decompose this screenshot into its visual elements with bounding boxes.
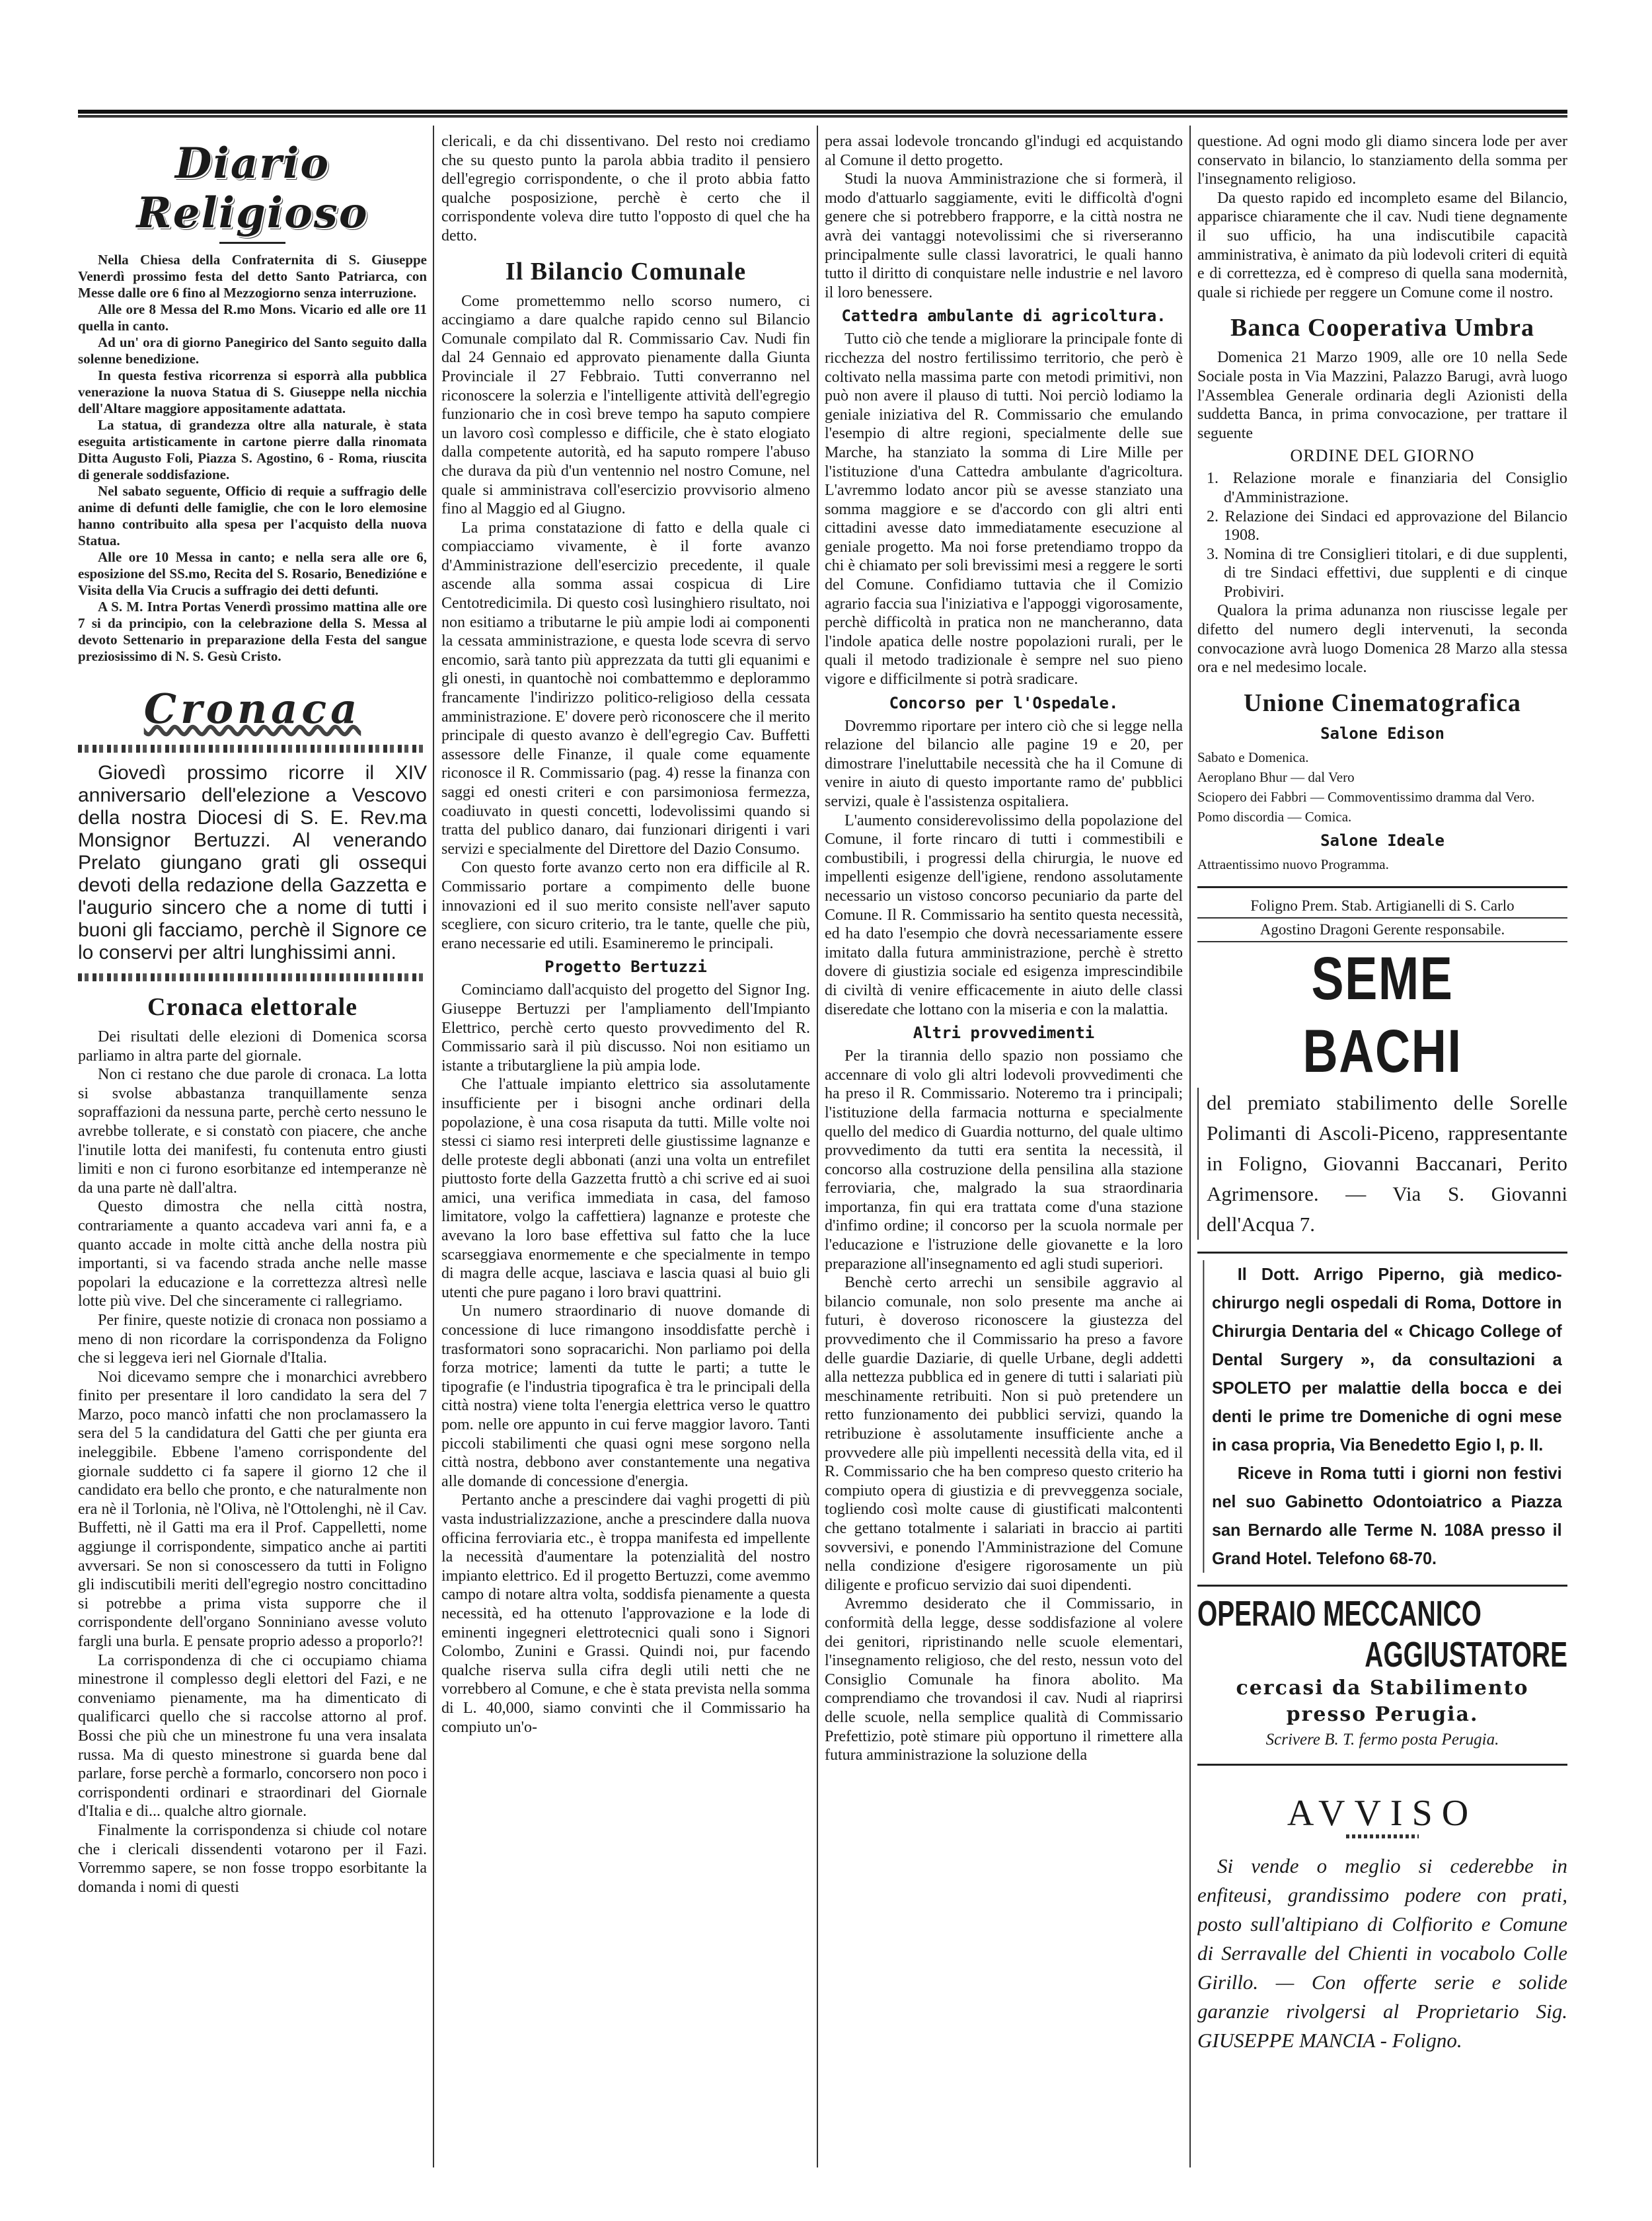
paragraph: Da questo rapido ed incompleto esame del Bilancio, apparisce chiaramente che il cav. Nudi tiene degnamente il suo ufficio, ha una indiscutibile capacità amministrativa, è animato da più lodevoli criteri di equità e di correttezza, ed è compreso di quella sana modernità, quale si richiede per reggere un Comune come il nostro. xyxy=(1197,189,1567,301)
paragraph: questione. Ad ogni modo gli diamo sincera lode per aver conservato in bilancio, lo stanziamento della somma per l'insegnamento religioso. xyxy=(1197,133,1567,188)
paragraph: Alle ore 10 Messa in canto; e nella sera alle ore 6, esposizione del SS.mo, Recita del S. Rosario, Benedizióne e Visita della Via Crucis a suffragio dei detti defunti. xyxy=(78,549,427,598)
paragraph: Cominciamo dall'acquisto del progetto del Signor Ing. Giuseppe Bertuzzi per l'ampliamento dell'Impianto Elettrico, perchè certo questo provvedimento del R. Commissario sarà il più discusso. Noi non esitiamo un istante a tributargliene la più ampia lode. xyxy=(441,981,810,1074)
announcement-paragraph: Giovedì prossimo ricorre il XIV anniversario dell'elezione a Vescovo della nostra Diocesi di S. E. Rev.ma Monsignor Bertuzzi. Al venerando Prelato giungano grati gli ossequi devoti della redazione della Gazzetta e l'augurio sincero che a nome di tutti i buoni gli facciamo, perchè il Signore ce lo conservi per altri lunghissimi anni. xyxy=(78,762,427,963)
subheading: Altri provvedimenti xyxy=(913,1024,1095,1043)
paragraph: La statua, di grandezza oltre alla naturale, è stata eseguita artisticamente in cartone pierre dalla rinomata Ditta Augusto Foli, Piazza S. Agostino, 6 - Roma, riuscita di generale soddisfazione. xyxy=(78,417,427,482)
decorative-divider xyxy=(1346,1834,1419,1838)
column-2 xyxy=(441,132,810,2174)
advert-text: Riceve in Roma tutti i giorni non festivi nel suo Gabinetto Odontoiatrico a Piazza san Bernardo alle Terme N. 108A presso il Grand Hotel. Telefono 68-70. xyxy=(1203,1459,1561,1573)
column-4 xyxy=(1197,132,1567,2174)
article-heading: Banca Cooperativa Umbra xyxy=(1230,314,1534,342)
subheading: Salone Ideale xyxy=(1320,831,1445,850)
advert-title: OPERAIO MECCANICO xyxy=(1197,1593,1482,1634)
paragraph: Ad un' ora di giorno Panegirico del Santo seguito dalla solenne benedizione. xyxy=(78,334,427,367)
paragraph: pera assai lodevole troncando gl'indugi ed acquistando al Comune il detto progetto. xyxy=(825,133,1183,169)
paragraph: Noi dicevamo sempre che i monarchici avrebbero finito per presentare il loro candidato la sera del 7 Marzo, poco mancò infatti che non proclamassero la sera del 5 la candidatura del Gatti che per giunta era ineleggibile. Ebbene l'ameno corrispondente del giornale suddetto ci fa sapere il giorno 12 che il candidato era bello che pronto, e che naturalmente non era nè il Torlonia, nè l'Oliva, nè l'Ottolenghi, nè il Cav. Buffetti, nè il Gatti ma era il Prof. Cappelletti, nome aggiunge il corrispondente, simpatico anche ai partiti avversari. Se non si conoscessero da tutti in Foligno gli indiscutibili meriti dell'egregio nostro concittadino si potrebbe a prima vista supporre che il corrispondente dell'organo Sonniniano avesse voluto fargli una burla. E pensate proprio adesso a proporlo?! xyxy=(78,1368,427,1650)
paragraph: Tutto ciò che tende a migliorare la principale fonte di ricchezza del nostro fertilissimo territorio, che però è coltivato nella massima parte con metodi primitivi, non può non avere il plauso di tutti. Noi perciò lodiamo la geniale iniziativa del R. Commissario che emulando l'esempio di altre regioni, specialmente delle sue Marche, ha stanziato la somma di Lire Mille per l'istituzione d'una Cattedra ambulante d'agricoltura. L'avremmo lodato ancor più se avesse stanziato una somma maggiore e se d'accordo con gli altri enti cittadini avesse dato immediatamente esecuzione al geniale progetto. Ma noi forse pretendiamo troppo da chi è chiamato per soli brevissimi mesi a reggere le sorti del Comune. Confidiamo tuttavia che il Comizio agrario faccia sua l'iniziativa e l'appoggi vigorosamente, perchè difficoltà in pratica non ne mancheranno, data l'indole apatica delle nostre popolazioni rurali, per le quali il metodo tradizionale è sempre nel suo pieno vigore e difficilmente si potrà sradicare. xyxy=(825,330,1183,689)
divider xyxy=(1197,1764,1567,1766)
divider xyxy=(1197,886,1567,888)
advert-text: Il Dott. Arrigo Piperno, già medico-chirurgo negli ospedali di Roma, Dottore in Chirurgia Dentaria del « Chicago College of Dental Surgery », da consultazioni a SPOLETO per malattie della bocca e dei denti le prime tre Domeniche di ogni mese in casa propria, Via Benedetto Egio I, p. II. xyxy=(1203,1260,1561,1459)
paragraph: Come promettemmo nello scorso numero, ci accingiamo a dare qualche rapido cenno sul Bilancio Comunale compilato dal R. Commissario Cav. Nudi fin dal 24 Gennaio ed approvato pienamente dalla Giunta Provinciale il 27 Febbraio. Tutti converranno nel riconoscere la solerzia e l'intelligente attività dell'egregio funzionario che in così breve tempo ha saputo compiere un lavoro così complesso e difficile, che è stato elogiato dalla competente autorità, ed ha saputo rompere l'abuso che durava da più d'un ventennio nel nostro Comune, nel quale si amministrava coll'esercizio provvisorio almeno fino al Maggio ed al Giugno. xyxy=(441,292,810,518)
advert-title: AGGIUSTATORE xyxy=(1365,1634,1567,1675)
printer-imprint: Agostino Dragoni Gerente responsabile. xyxy=(1197,919,1567,942)
paragraph: Pertanto anche a prescindere dai vaghi progetti di più vasta industrializzazione, anche a prescindere dalla nuova officina ferroviaria etc., è troppa manifesta ed impellente la necessità d'aumentare la potenzialità del nostro impianto elettrico. Ed il progetto Bertuzzi, come avemmo campo di notare altra volta, soddisfa pienamente a questa necessità, ed ha ottenuto l'approvazione e la lode di eminenti ingegneri elettrotecnici quali sono i Signori Colombo, Zunini e Grassi. Quindi noi, pur facendo qualche riserva sulla cifra degli utili netti che ne vorrebbero al Comune, e che è stata prevista nella somma di L. 40,000, siamo convinti che il Commissario ha compiuto un'o- xyxy=(441,1491,810,1736)
paragraph: Qualora la prima adunanza non riuscisse legale per difetto del numero degli intervenuti, la seconda convocazione avrà luogo Domenica 28 Marzo alla stessa ora e nel medesimo locale. xyxy=(1197,602,1567,677)
program-item: Sciopero dei Fabbri — Commoventissimo dramma dal Vero. xyxy=(1197,788,1535,805)
subheading: Concorso per l'Ospedale. xyxy=(889,693,1119,712)
masthead-rule xyxy=(78,110,1567,115)
article-heading: Cronaca elettorale xyxy=(147,993,357,1021)
paragraph: Per la tirannia dello spazio non possiamo che accennare di volo gli altri lodevoli provvedimenti che ha preso il R. Commissario. Noteremo tra i principali; l'istituzione della farmacia notturna e specialmente quello del medico di Guardia notturno, del quale ultimo provvedimento da tutti era sentita la necessità, il concorso alla costruzione della pensilina alla stazione ferroviaria, che, malgrado la sua straordinaria importanza, fin qui era trattata come d'una stazione d'infimo ordine; il concorso per la scuola normale per l'educazione e l'istruzione delle giovanette e la loro preparazione all'insegnamento ed agli studi superiori. xyxy=(825,1047,1183,1273)
paragraph: Questo dimostra che nella città nostra, contrariamente a quanto accadeva vari anni fa, e a quanto accade in molte città anche della nostra più importanti, si va facendo strada anche nelle masse popolari la educazione e la correttezza altresì nelle lotte più vive. Del che sinceramente ci rallegriamo. xyxy=(78,1198,427,1310)
subheading: Salone Edison xyxy=(1320,724,1445,743)
paragraph: Dovremmo riportare per intero ciò che si legge nella relazione del bilancio alle pagine 19 e 20, per dimostrare l'ineluttabile necessità che ha il Comune di venire in aiuto di questo importante ramo de' pubblici servizi, quale è l'assistenza ospitaliera. xyxy=(825,717,1183,810)
column-1 xyxy=(78,132,427,2174)
advert-title: AVVISO xyxy=(1287,1792,1478,1834)
printer-imprint: Foligno Prem. Stab. Artigianelli di S. Carlo xyxy=(1197,895,1567,919)
advert-text: cercasi da Stabilimento presso Perugia. xyxy=(1236,1676,1529,1726)
column-3 xyxy=(825,132,1183,2174)
paragraph: L'aumento considerevolissimo della popolazione del Comune, il forte rincaro di tutti i commestibili e combustibili, i progressi della chirurgia, le nuove ed impellenti esigenze dell'igiene, rendono assolutamente necessario un vistoso concorso pecuniario da parte del Comune. Il R. Commissario ha sentito questa necessità, ed ha dato l'esempio che dovrà necessariamente essere imitato dalla futura amministrazione, perchè è stretto dovere di giustizia sociale ed esigenza imprescindibile di civiltà di venire efficacemente in aiuto delle classi diseredate che lottano con la miseria e con la malattia. xyxy=(825,811,1183,1018)
subheading: Progetto Bertuzzi xyxy=(544,958,707,977)
program-item: Aeroplano Bhur — dal Vero xyxy=(1197,769,1355,785)
column-divider xyxy=(1189,126,1191,2167)
subheading: Cattedra ambulante di agricoltura. xyxy=(841,307,1166,326)
section-title: Diario Religioso xyxy=(136,139,369,238)
paragraph: Nella Chiesa della Confraternita di S. Giuseppe Venerdì prossimo festa del detto Santo Patriarca, con Messe dalle ore 6 fino al Mezzogiorno senza interruzione. xyxy=(78,252,427,301)
paragraph: Con questo forte avanzo certo non era difficile al R. Commissario portare a compimento delle buone innovazioni ed il suo merito consiste nell'aver saputo scegliere, con sicuro criterio, tra le tante, quelle che più, erano necessarie ed utili. Esamineremo le principali. xyxy=(441,859,810,952)
paragraph: Nel sabato seguente, Officio di requie a suffragio delle anime di defunti delle famiglie, che con le loro elemosine hanno contribuito alla spesa per l'acquisto della nuova Statua. xyxy=(78,483,427,548)
paragraph: Che l'attuale impianto elettrico sia assolutamente insufficiente per i bisogni anche ordinari della popolazione, è una cosa risaputa da tutti. Mille volte noi stessi ci siamo resi interpreti delle giustissime lagnanze e delle proteste degli abbonati (anzi una volta un entrefilet piuttosto forte della Gazzetta fruttò a chi scrive ed ai suoi amici, una verifica immediata in casa, del famoso limitatore, volgo la caffettiera) lagnanze e proteste che avevano la loro base effettiva sul fatto che la luce scarseggiava enormemente e che specialmente in tempo di magra delle acque, lasciava e lascia quasi al buio gli utenti che pure pagano i loro bravi quattrini. xyxy=(441,1076,810,1301)
paragraph: La prima constatazione di fatto e della quale ci compiacciamo vivamente, è il forte avanzo d'Amministrazione dell'esercizio precedente, il quale ascende alla somma assai cospicua di Lire Centotredicimila. Di questo così lusinghiero risultato, noi non esitiamo a tributarne le più ampie lodi ai componenti la cessata amministrazione, e questa lode scevra di servo encomio, sarà tanto più apprezzata da tutti gli equanimi e gli onesti, in quantochè noi combattemmo e deplorammo francamente l'indirizzo politico-religioso della cessata amministrazione. E' dovere però riconoscere che il merito principale di questo avanzo è dell'egregio Cav. Buffetti assessore delle Finanze, il quale come equamente riconosce il R. Commissario (pag. 4) resse la finanza con saggi ed onesti criteri e con parsimoniosa fermezza, coadiuvato in questi concetti, lodevolissimi quando si tratta del publico danaro, dai funzionari dirigenti i vari servizi e specialmente del Direttore del Dazio Consumo. xyxy=(441,519,810,858)
divider xyxy=(1197,1252,1567,1254)
ornamental-divider xyxy=(78,973,427,981)
paragraph: Un numero straordinario di nuove domande di concessione di luce rimangono insoddisfatte perchè i trasformatori sono sopracarichi. Non parliamo poi della forza motrice; lamenti da tutte le parti; a tutte le tipografie (e l'industria tipografica è tra le principali della città nostra) viene tolta l'energia elettrica verso le quattro pom. nelle ore appunto in cui ferve maggior lavoro. Tanti piccoli stabilimenti che quasi ogni mese sorgono nella città nostra, debbono aver constantemente una negativa alle domande di concessione d'energia. xyxy=(441,1302,810,1490)
agenda-item: 2. Relazione dei Sindaci ed approvazione del Bilancio 1908. xyxy=(1207,508,1567,545)
divider xyxy=(1197,1585,1567,1587)
paragraph: Alle ore 8 Messa del R.mo Mons. Vicario ed alle ore 11 quella in canto. xyxy=(78,301,427,334)
paragraph: Avremmo desiderato che il Commissario, in conformità della legge, desse soddisfazione al volere dei genitori, ripristinando nelle scuole elementari, l'insegnamento religioso, che del resto, nessun voto del Consiglio Comunale ha finora abolito. Ma comprendiamo che trovandosi il cav. Nudi al riaprirsi delle scuole, nella semplice qualità di Commissario Prefettizio, potè stimare più opportuno il rimettere alla futura amministrazione la soluzione della xyxy=(825,1595,1183,1764)
paragraph: Per finire, queste notizie di cronaca non possiamo a meno di non ricordare la corrispondenza da Foligno che si leggeva ieri nel Giornale d'Italia. xyxy=(78,1311,427,1367)
decorative-divider xyxy=(219,242,285,244)
paragraph: La corrispondenza di che ci occupiamo chiama minestrone il complesso degli elettori del Fazi, e ne conveniamo pienamente, ma ha dimenticato di qualificarci quello che si raccolse attorno al prof. Bossi che più che un minestrone fu una vera insalata russa. Ma di questo minestrone si guarda bene dal parlare, forse perchè a formarlo, concorsero non poco i corrispondenti ordinari e straordinari del Giornale d'Italia e di... qualche altro giornale. xyxy=(78,1651,427,1821)
program-item: Attraentissimo nuovo Programma. xyxy=(1197,856,1389,872)
article-heading: Il Bilancio Comunale xyxy=(505,257,747,285)
article-heading: Unione Cinematografica xyxy=(1244,689,1521,717)
agenda-item: 3. Nomina di tre Consiglieri titolari, e di due supplenti, di tre Sindaci effettivi, due supplenti e di cinque Probiviri. xyxy=(1207,545,1567,601)
paragraph: In questa festiva ricorrenza si esporrà alla pubblica venerazione la nuova Statua di S. Giuseppe nella nicchia dell'Altare maggiore appositamente adattata. xyxy=(78,367,427,416)
advert-text: Si vende o meglio si cederebbe in enfiteusi, grandissimo podere con prati, posto sull'altipiano di Colfiorito e Comune di Serravalle del Chienti in vocabolo Colle Girillo. — Con offerte serie e solide garanzie rivolgersi al Proprietario Sig. GIUSEPPE MANCIA - Foligno. xyxy=(1197,1854,1567,2052)
advert-contact: Scrivere B. T. fermo posta Perugia. xyxy=(1265,1730,1499,1749)
agenda-item: 1. Relazione morale e finanziaria del Consiglio d'Amministrazione. xyxy=(1207,470,1567,506)
paragraph: Finalmente la corrispondenza si chiude col notare che i clericali dissendenti votarono per il Fazi. Vorremmo sapere, se non fosse troppo esorbitante la domanda i nomi di questi xyxy=(78,1821,427,1896)
ornamental-divider xyxy=(78,745,427,753)
column-divider xyxy=(433,126,434,2167)
paragraph: Non ci restano che due parole di cronaca. La lotta si svolse abbastanza tranquillamente senza sopraffazioni da nessuna parte, perchè certo nessuno le avrebbe tollerate, e si constatò con piacere, che anche l'inutile lotta dei manifesti, fu contenuta entro giusti limiti e non ci furono esorbitanze ed intemperanze nè da una parte nè dall'altra. xyxy=(78,1066,427,1197)
agenda-title: ORDINE DEL GIORNO xyxy=(1290,446,1475,466)
advert-title: SEME BACHI xyxy=(1302,944,1462,1085)
paragraph: Domenica 21 Marzo 1909, alle ore 10 nella Sede Sociale posta in Via Mazzini, Palazzo Barugi, avrà luogo l'Assemblea Generale ordinaria degli Azionisti della suddetta Banca, in prima convocazione, per trattare il seguente xyxy=(1197,349,1567,442)
program-item: Sabato e Domenica. xyxy=(1197,749,1309,765)
paragraph: Studi la nuova Amministrazione che si formerà, il modo d'attuarlo saggiamente, eviti le difficoltà d'ogni genere che si potrebbero frapporre, e la città nostra ne avrà dei vantaggi notevolissimi che si riverseranno principalmente sulle classi lavoratrici, le quali hanno tutto il diritto di conquistare nelle industrie e nel lavoro il loro benessere. xyxy=(825,170,1183,301)
paragraph: Benchè certo arrechi un sensibile aggravio al bilancio comunale, non solo presente ma anche ai futuri, è doveroso riconoscere la giustezza del provvedimento che il Commissario ha preso a favore delle guardie Daziarie, di quelle Urbane, degli addetti alla nettezza pubblica ed in genere di tutti i salariati più meschinamente retribuiti. Non si può pretendere un retto funzionamento dei pubblici servizi, quando la retribuzione è assolutamente insufficiente anche a provvedere alle più impellenti necessità della vita, ed il R. Commissario che ha ben compreso questo criterio ha compiuto opera di giustizia e di prevveggenza sociale, togliendo così molte cause di giustificati malcontenti che gettano totalmente i salariati in braccio ai partiti sovversivi, e ponendo l'Amministrazione del Comune nella condizione d'esigere rigorosamente un più diligente e proficuo servizio dai suoi dipendenti. xyxy=(825,1274,1183,1594)
ornamental-title: Cronaca xyxy=(143,685,361,733)
paragraph: Dei risultati delle elezioni di Domenica scorsa parliamo in altra parte del giornale. xyxy=(78,1028,427,1065)
program-item: Pomo discordia — Comica. xyxy=(1197,808,1352,825)
paragraph: clericali, e da chi dissentivano. Del resto noi crediamo che su questo punto la parola abbia tradito il pensiero dell'egregio corrispondente, o che il proto abbia fatto qualche posposizione, perchè è certo che il corrispondente voleva dire tutto l'opposto di quel che ha detto. xyxy=(441,133,810,245)
column-divider xyxy=(817,126,818,2167)
advert-text: del premiato stabilimento delle Sorelle Polimanti di Ascoli-Piceno, rappresentante in Foligno, Giovanni Baccanari, Perito Agrimensore. — Via S. Giovanni dell'Acqua 7. xyxy=(1197,1088,1567,1240)
paragraph: A S. M. Intra Portas Venerdì prossimo mattina alle ore 7 si da principio, con la celebrazione della S. Messa al devoto Settenario in preparazione della Festa del sangue preziosissimo di N. S. Gesù Cristo. xyxy=(78,599,427,664)
